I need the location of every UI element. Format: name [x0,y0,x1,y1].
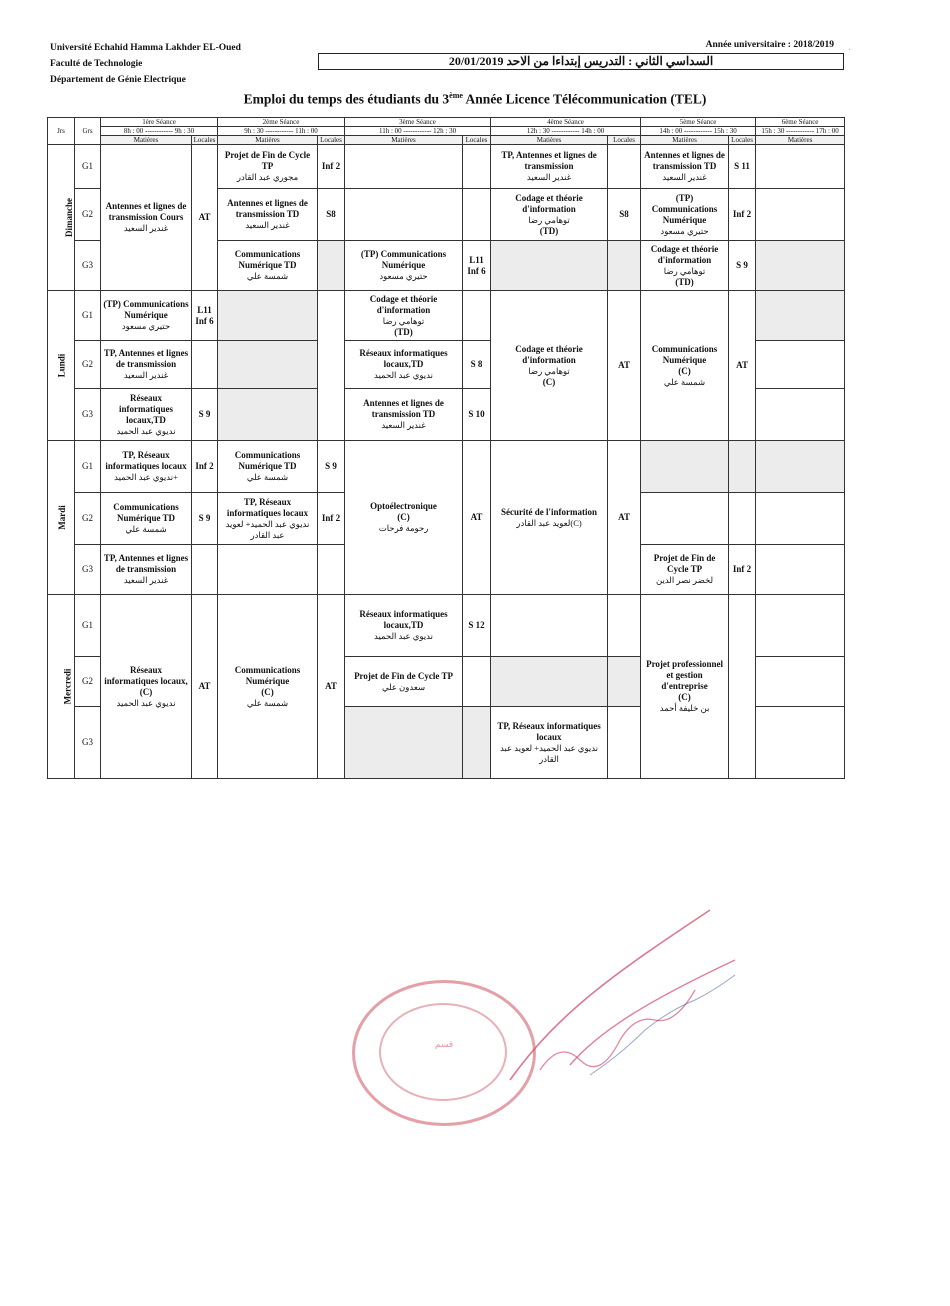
room-cell: AT [463,441,491,595]
empty-cell [318,545,345,595]
empty-cell [463,145,491,189]
group-label: G2 [75,341,101,389]
group-label: G3 [75,707,101,779]
empty-cell [608,145,641,189]
empty-cell [756,657,845,707]
seance-1-name: 1ère Séance [101,118,218,127]
course-cell: Communications Numérique TD شمسة علي [218,241,318,291]
course-cell: (TP) Communications Numérique حتيري مسعود [345,241,463,291]
empty-cell [756,145,845,189]
room-cell: Inf 2 [729,545,756,595]
stamp-text: قسم [434,1039,454,1049]
empty-cell [463,657,491,707]
course-cell: (TP) Communications Numérique حتيري مسعود [101,291,192,341]
room-cell: AT [608,291,641,441]
seance-2-name: 2ème Séance [218,118,345,127]
col-locales: Locales [608,136,641,145]
course-cell: Communications Numérique TD شمسة علي [218,441,318,493]
empty-cell [218,389,318,441]
col-matieres: Matières [218,136,318,145]
empty-cell [345,189,463,241]
academic-year: Année universitaire : 2018/2019 [705,40,834,50]
empty-cell [491,657,608,707]
col-matieres: Matières [345,136,463,145]
room-cell: AT [608,441,641,595]
course-cell: Codage et théorie d'information توهامي رضا (C) [491,291,608,441]
col-locales: Locales [318,136,345,145]
course-cell: Communications Numérique TD شمسة علي [101,493,192,545]
room-cell: S8 [318,189,345,241]
room-cell: S 12 [463,595,491,657]
day-lundi: Lundi [48,291,75,441]
empty-cell [345,145,463,189]
empty-cell [192,341,218,389]
empty-cell [608,595,641,657]
course-cell: Réseaux informatiques locaux,TD نديوي عبد الحميد [345,595,463,657]
room-cell: Inf 2 [318,493,345,545]
room-cell: Inf 2 [729,189,756,241]
course-cell: Codage et théorie d'information توهامي رضا (TD) [345,291,463,341]
semester-header [318,40,844,70]
course-cell: TP, Antennes et lignes de transmission غندير السعيد [101,341,192,389]
seance-5-name: 5ème Séance [641,118,756,127]
course-cell: Codage et théorie d'information توهامي رضا (TD) [491,189,608,241]
room-cell: AT [192,145,218,291]
empty-cell [641,441,729,493]
page-title: Emploi du temps des étudiants du 3ème Année Licence Télécommunication (TEL) [243,91,707,107]
seance-4-name: 4ème Séance [491,118,641,127]
empty-cell [756,241,845,291]
stamp-inner-ring [379,1003,507,1101]
empty-cell [608,241,641,291]
col-locales: Locales [463,136,491,145]
empty-cell [756,341,845,389]
empty-cell [218,545,318,595]
empty-cell [756,707,845,779]
course-cell: Réseaux informatiques locaux, (C) نديوي عبد الحميد [101,595,192,779]
group-label: G2 [75,657,101,707]
course-cell: Antennes et lignes de transmission TD غندير السعيد [218,189,318,241]
course-cell: Codage et théorie d'information توهامي رضا (TD) [641,241,729,291]
department-name: Département de Génie Electrique [50,75,186,85]
empty-cell [192,545,218,595]
course-cell: Réseaux informatiques locaux,TD نديوي عبد الحميد [101,389,192,441]
room-cell: S 8 [463,341,491,389]
course-cell: Communications Numérique (C) شمسة علي [218,595,318,779]
col-locales: Locales [192,136,218,145]
empty-cell [756,441,845,493]
group-label: G1 [75,145,101,189]
course-cell: Sécurité de l'information (C)لعويد عبد القادر [491,441,608,595]
table-row [48,291,845,341]
col-header-grs: Grs [75,118,101,145]
col-header-jrs: Jrs [48,118,75,145]
empty-cell [463,291,491,341]
seance-6-time: 15h : 30 ------------ 17h : 00 [756,127,845,136]
course-cell: Antennes et lignes de transmission TD غندير السعيد [641,145,729,189]
room-cell: AT [192,595,218,779]
empty-cell [756,545,845,595]
empty-cell [345,707,463,779]
seance-2-time: 9h : 30 ------------ 11h : 00 [218,127,345,136]
empty-cell [729,595,756,779]
seance-5-time: 14h : 00 ------------ 15h : 30 [641,127,756,136]
empty-cell [463,707,491,779]
course-cell: Communications Numérique (C) شمسة علي [641,291,729,441]
empty-cell [218,291,318,341]
group-label: G3 [75,389,101,441]
empty-cell [218,341,318,389]
col-matieres: Matières [641,136,729,145]
course-cell: TP, Antennes et lignes de transmission غندير السعيد [491,145,608,189]
course-cell: (TP) Communications Numérique حتيري مسعود [641,189,729,241]
group-label: G3 [75,241,101,291]
header-row-seance [48,118,845,127]
university-name: Université Echahid Hamma Lakhder EL-Oued [50,43,241,53]
day-dimanche: Dimanche [48,145,75,291]
room-cell: Inf 2 [318,145,345,189]
course-cell: Réseaux informatiques locaux,TD نديوي عبد الحميد [345,341,463,389]
group-label: G2 [75,493,101,545]
empty-cell [463,189,491,241]
semester-note: السداسي الثاني : التدريس إبتداءا من الاحد 20/01/2019 [318,53,844,70]
seance-3-name: 3ème Séance [345,118,491,127]
course-cell: Optoélectronique (C) رحومة فرحات [345,441,463,595]
header-row-labels [48,136,845,145]
room-cell: S 10 [463,389,491,441]
room-cell: S 9 [192,389,218,441]
empty-cell [729,493,756,545]
table-row [48,595,845,657]
course-cell: Projet de Fin de Cycle TP لخضر نصر الدين [641,545,729,595]
group-label: G1 [75,595,101,657]
seance-1-time: 8h : 00 ------------ 9h : 30 [101,127,218,136]
empty-cell [608,707,641,779]
room-cell: L11 Inf 6 [463,241,491,291]
empty-cell [756,389,845,441]
empty-cell [318,291,345,441]
course-cell: Projet de Fin de Cycle TP مجوري عبد القادر [218,145,318,189]
empty-cell [491,595,608,657]
table-row [48,441,845,493]
course-cell: Projet de Fin de Cycle TP سعدون علي [345,657,463,707]
seance-4-time: 12h : 30 ------------ 14h : 00 [491,127,641,136]
timetable [47,117,845,779]
group-label: G2 [75,189,101,241]
course-cell: TP, Réseaux informatiques locaux +نديوي عبد الحميد [101,441,192,493]
col-matieres: Matières [491,136,608,145]
course-cell: Antennes et lignes de transmission TD غندير السعيد [345,389,463,441]
course-cell: Projet professionnel et gestion d'entreprise (C) بن خليفة أحمد [641,595,729,779]
day-mardi: Mardi [48,441,75,595]
table-row [48,145,845,189]
col-locales: Locales [729,136,756,145]
course-cell: TP, Réseaux informatiques locaux نديوي عبد الحميد+ لعويد عبد القادر [218,493,318,545]
empty-cell [318,241,345,291]
seance-6-name: 6ème Séance [756,118,845,127]
seance-3-time: 11h : 00 ------------ 12h : 30 [345,127,491,136]
room-cell: S 9 [318,441,345,493]
empty-cell [756,291,845,341]
header-row-time [48,127,845,136]
room-cell: S 9 [729,241,756,291]
empty-cell [641,493,729,545]
empty-cell [756,595,845,657]
head-of-department-signature [500,890,750,1090]
room-cell: L11 Inf 6 [192,291,218,341]
institution-header [50,40,241,88]
group-label: G3 [75,545,101,595]
room-cell: S 9 [192,493,218,545]
empty-cell [491,241,608,291]
room-cell: Inf 2 [192,441,218,493]
faculty-name: Faculté de Technologie [50,59,143,69]
room-cell: AT [318,595,345,779]
room-cell: AT [729,291,756,441]
group-label: G1 [75,441,101,493]
course-cell: TP, Antennes et lignes de transmission غندير السعيد [101,545,192,595]
col-matieres: Matières [756,136,845,145]
empty-cell [756,493,845,545]
col-matieres: Matières [101,136,192,145]
room-cell: S8 [608,189,641,241]
empty-cell [729,441,756,493]
group-label: G1 [75,291,101,341]
empty-cell [608,657,641,707]
room-cell: S 11 [729,145,756,189]
scan-mark: · [848,45,852,56]
course-cell: TP, Réseaux informatiques locaux نديوي عبد الحميد+ لعويد عبد القادر [491,707,608,779]
course-cell: Antennes et lignes de transmission Cours غندير السعيد [101,145,192,291]
empty-cell [756,189,845,241]
day-mercredi: Mercredi [48,595,75,779]
